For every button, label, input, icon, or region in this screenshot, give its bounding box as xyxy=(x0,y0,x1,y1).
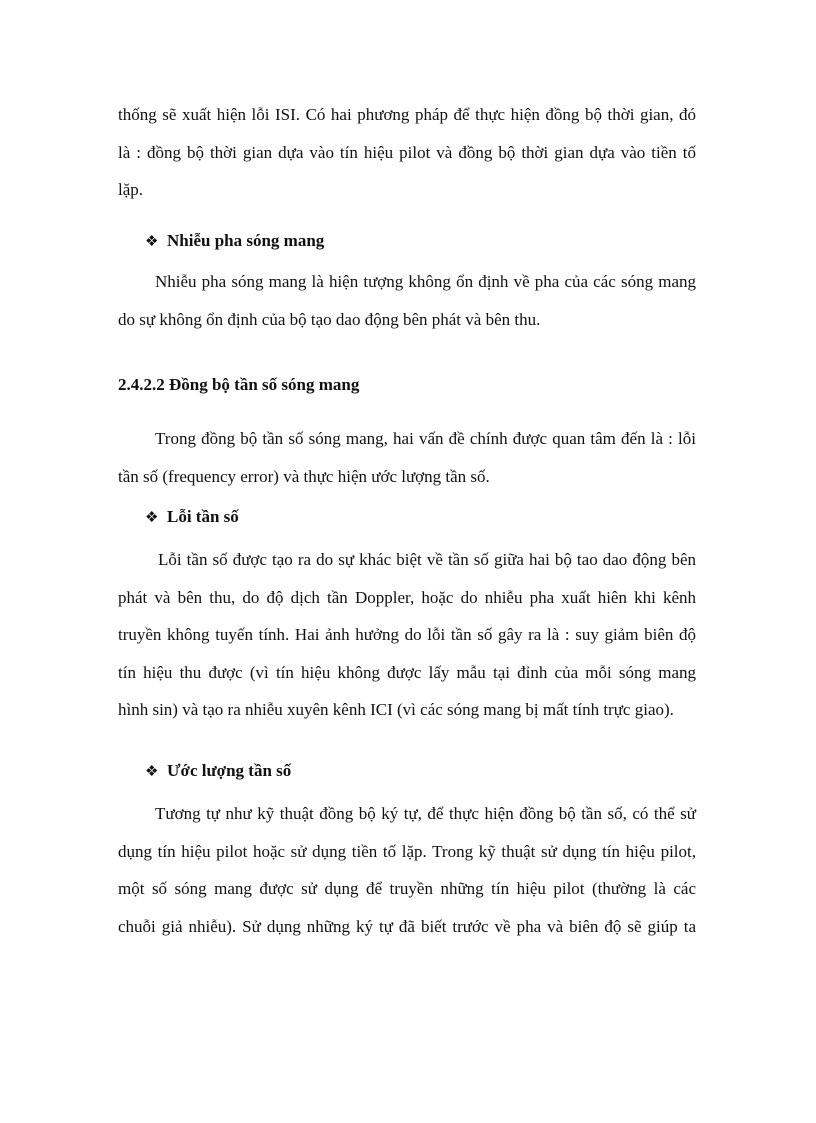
paragraph-carrier-freq-sync xyxy=(118,420,696,495)
text-line: lặp. xyxy=(118,180,144,200)
text-line: truyền không tuyến tính. Hai ảnh hưởng do lỗi tần số gây ra là : suy giảm biên độ xyxy=(118,625,696,645)
text-line: thống sẽ xuất hiện lỗi ISI. Có hai phương pháp để thực hiện đồng bộ thời gian, đó xyxy=(118,105,696,124)
text-line: Tương tự như kỹ thuật đồng bộ ký tự, để thực hiện đồng bộ tần số, có thể sử xyxy=(155,804,696,823)
heading-text: Ước lượng tần số xyxy=(167,761,292,780)
section-heading: 2.4.2.2 Đồng bộ tần số sóng mang xyxy=(118,375,360,394)
paragraph-freq-error xyxy=(118,541,696,729)
text-line: do sự không ổn định của bộ tạo dao động bên phát và bên thu. xyxy=(118,309,541,329)
text-line: chuỗi giả nhiễu). Sử dụng những ký tự đã biết trước về pha và biên độ sẽ giúp ta xyxy=(118,916,696,936)
text-line: dụng tín hiệu pilot hoặc sử dụng tiền tố lặp. Trong kỹ thuật sử dụng tín hiệu pilot, xyxy=(118,841,696,861)
heading-text: Nhiễu pha sóng mang xyxy=(167,231,325,250)
text-line: là : đồng bộ thời gian dựa vào tín hiệu pilot và đồng bộ thời gian dựa vào tiền tố xyxy=(118,142,696,162)
text-line: Nhiễu pha sóng mang là hiện tượng không ổn định về pha của các sóng mang xyxy=(155,272,696,291)
text-line: tín hiệu thu được (vì tín hiệu không được lấy mẫu tại đỉnh của mỗi sóng mang xyxy=(118,662,696,682)
diamond-bullet-icon: ❖ xyxy=(145,764,159,780)
heading-text: Lỗi tần số xyxy=(167,507,239,526)
diamond-bullet-icon: ❖ xyxy=(145,510,159,526)
text-line: hình sin) và tạo ra nhiễu xuyên kênh ICI (vì các sóng mang bị mất tính trực giao). xyxy=(118,700,674,720)
diamond-bullet-icon: ❖ xyxy=(145,234,159,250)
bullet-heading-phase-noise xyxy=(145,229,324,254)
text-line: tần số (frequency error) và thực hiện ước lượng tần số. xyxy=(118,466,490,486)
text-line: Lỗi tần số được tạo ra do sự khác biệt về tần số giữa hai bộ tao dao động bên xyxy=(158,550,696,569)
paragraph-time-sync xyxy=(118,96,696,209)
paragraph-freq-estimate xyxy=(118,795,696,945)
bullet-heading-freq-estimate xyxy=(145,759,291,784)
bullet-heading-freq-error xyxy=(145,505,239,530)
text-line: một số sóng mang được sử dụng để truyền những tín hiệu pilot (thường là các xyxy=(118,879,696,899)
text-line: phát và bên thu, do độ dịch tần Doppler, hoặc do nhiễu pha xuất hiên khi kênh xyxy=(118,587,696,607)
text-line: Trong đồng bộ tần số sóng mang, hai vấn đề chính được quan tâm đến là : lỗi xyxy=(155,429,696,448)
paragraph-phase-noise xyxy=(118,263,696,338)
